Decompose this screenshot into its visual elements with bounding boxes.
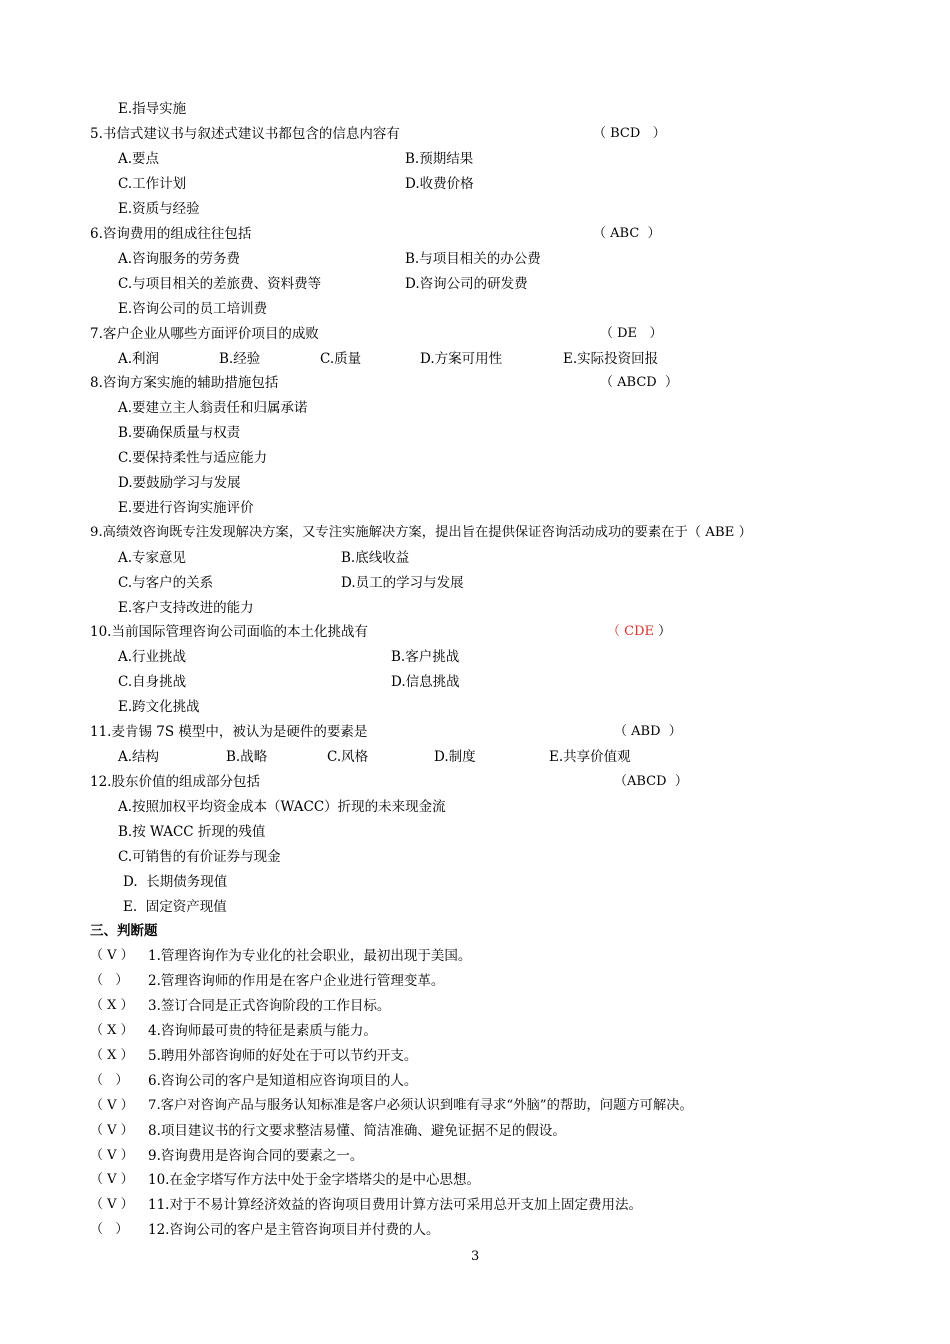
question-stem: 6.咨询费用的组成往往包括: [90, 226, 252, 242]
answer-key: （ ABD ）: [614, 724, 682, 739]
judgment-mark: （ V ）: [90, 1172, 134, 1187]
option-text: A.利润: [118, 351, 160, 367]
judgment-mark: （ X ）: [90, 998, 134, 1013]
option-text: B.战略: [226, 749, 268, 765]
option-text: B.客户挑战: [391, 649, 460, 665]
option-text: E. 固定资产现值: [123, 899, 227, 915]
judgment-text: 4.咨询师最可贵的特征是素质与能力。: [148, 1023, 377, 1039]
question-stem: 9.高绩效咨询既专注发现解决方案，又专注实施解决方案，提出旨在提供保证咨询活动成功的要素在于（ ABE ）: [90, 525, 752, 540]
judgment-mark: （ V ）: [90, 948, 134, 963]
question-stem: 11.麦肯锡 7S 模型中，被认为是硬件的要素是: [90, 724, 368, 740]
judgment-mark: （ X ）: [90, 1048, 134, 1063]
answer-key: （ DE ）: [600, 326, 663, 341]
option-text: C.自身挑战: [118, 674, 187, 690]
option-text: A.要点: [118, 151, 160, 167]
judgment-mark: （ ）: [90, 973, 129, 988]
option-text: E.资质与经验: [118, 201, 200, 217]
question-stem: 8.咨询方案实施的辅助措施包括: [90, 375, 279, 391]
judgment-text: 11.对于不易计算经济效益的咨询项目费用计算方法可采用总开支加上固定费用法。: [148, 1197, 642, 1213]
option-text: E.实际投资回报: [563, 351, 659, 367]
judgment-mark: （ X ）: [90, 1023, 134, 1038]
option-text: D.信息挑战: [391, 674, 460, 690]
answer-key: （ ABCD ）: [600, 375, 678, 390]
option-text: A.要建立主人翁责任和归属承诺: [118, 400, 308, 416]
section-title: 三、判断题: [90, 923, 158, 939]
option-text: B.底线收益: [341, 550, 410, 566]
option-text: D. 长期债务现值: [123, 874, 228, 890]
option-text: D.员工的学习与发展: [341, 575, 464, 591]
option-text: B.预期结果: [405, 151, 474, 167]
answer-key: （ CDE ）: [607, 624, 672, 639]
judgment-mark: （ V ）: [90, 1123, 134, 1138]
option-text: A.按照加权平均资金成本（WACC）折现的未来现金流: [118, 799, 446, 815]
option-text: A.行业挑战: [118, 649, 187, 665]
judgment-text: 2.管理咨询师的作用是在客户企业进行管理变革。: [148, 973, 445, 989]
judgment-text: 3.签订合同是正式咨询阶段的工作目标。: [148, 998, 391, 1014]
option-text: E.咨询公司的员工培训费: [118, 301, 268, 317]
option-text: D.要鼓励学习与发展: [118, 475, 241, 491]
page-number: 3: [471, 1249, 480, 1264]
judgment-text: 6.咨询公司的客户是知道相应咨询项目的人。: [148, 1073, 418, 1089]
judgment-text: 8.项目建议书的行文要求整洁易懂、简洁准确、避免证据不足的假设。: [148, 1123, 566, 1139]
answer-key: （ABCD ）: [614, 774, 688, 789]
judgment-text: 1.管理咨询作为专业化的社会职业，最初出现于美国。: [148, 948, 472, 964]
question-stem: 7.客户企业从哪些方面评价项目的成败: [90, 326, 319, 342]
judgment-mark: （ V ）: [90, 1098, 134, 1113]
option-text: C.可销售的有价证券与现金: [118, 849, 281, 865]
option-text: E.指导实施: [118, 101, 187, 117]
question-stem: 12.股东价值的组成部分包括: [90, 774, 260, 790]
option-text: C.风格: [327, 749, 369, 765]
judgment-text: 7.客户对咨询产品与服务认知标准是客户必须认识到唯有寻求“外脑”的帮助，问题方可解决。: [148, 1098, 693, 1113]
judgment-text: 5.聘用外部咨询师的好处在于可以节约开支。: [148, 1048, 418, 1064]
option-text: D.收费价格: [405, 176, 474, 192]
answer-key-highlight: CDE: [624, 624, 654, 639]
option-text: A.专家意见: [118, 550, 187, 566]
option-text: B.按 WACC 折现的残值: [118, 824, 266, 840]
judgment-mark: （ ）: [90, 1073, 129, 1088]
option-text: C.与客户的关系: [118, 575, 214, 591]
option-text: D.方案可用性: [420, 351, 503, 367]
question-stem: 10.当前国际管理咨询公司面临的本土化挑战有: [90, 624, 368, 640]
judgment-text: 9.咨询费用是咨询合同的要素之一。: [148, 1148, 364, 1164]
option-text: C.与项目相关的差旅费、资料费等: [118, 276, 322, 292]
option-text: E.共享价值观: [549, 749, 631, 765]
judgment-mark: （ ）: [90, 1222, 129, 1237]
judgment-mark: （ V ）: [90, 1197, 134, 1212]
judgment-text: 12.咨询公司的客户是主管咨询项目并付费的人。: [148, 1222, 440, 1238]
option-text: E.客户支持改进的能力: [118, 600, 254, 616]
option-text: B.要确保质量与权责: [118, 425, 241, 441]
answer-key: （ BCD ）: [593, 126, 666, 141]
option-text: E.跨文化挑战: [118, 699, 200, 715]
question-stem: 5.书信式建议书与叙述式建议书都包含的信息内容有: [90, 126, 400, 142]
answer-key: （ ABC ）: [593, 226, 661, 241]
option-text: A.结构: [118, 749, 160, 765]
option-text: C.要保持柔性与适应能力: [118, 450, 268, 466]
judgment-text: 10.在金字塔写作方法中处于金字塔塔尖的是中心思想。: [148, 1172, 480, 1188]
option-text: B.经验: [219, 351, 261, 367]
option-text: E.要进行咨询实施评价: [118, 500, 254, 516]
option-text: C.质量: [320, 351, 362, 367]
judgment-mark: （ V ）: [90, 1148, 134, 1163]
option-text: D.制度: [434, 749, 476, 765]
option-text: C.工作计划: [118, 176, 187, 192]
option-text: A.咨询服务的劳务费: [118, 251, 241, 267]
option-text: B.与项目相关的办公费: [405, 251, 541, 267]
option-text: D.咨询公司的研发费: [405, 276, 528, 292]
